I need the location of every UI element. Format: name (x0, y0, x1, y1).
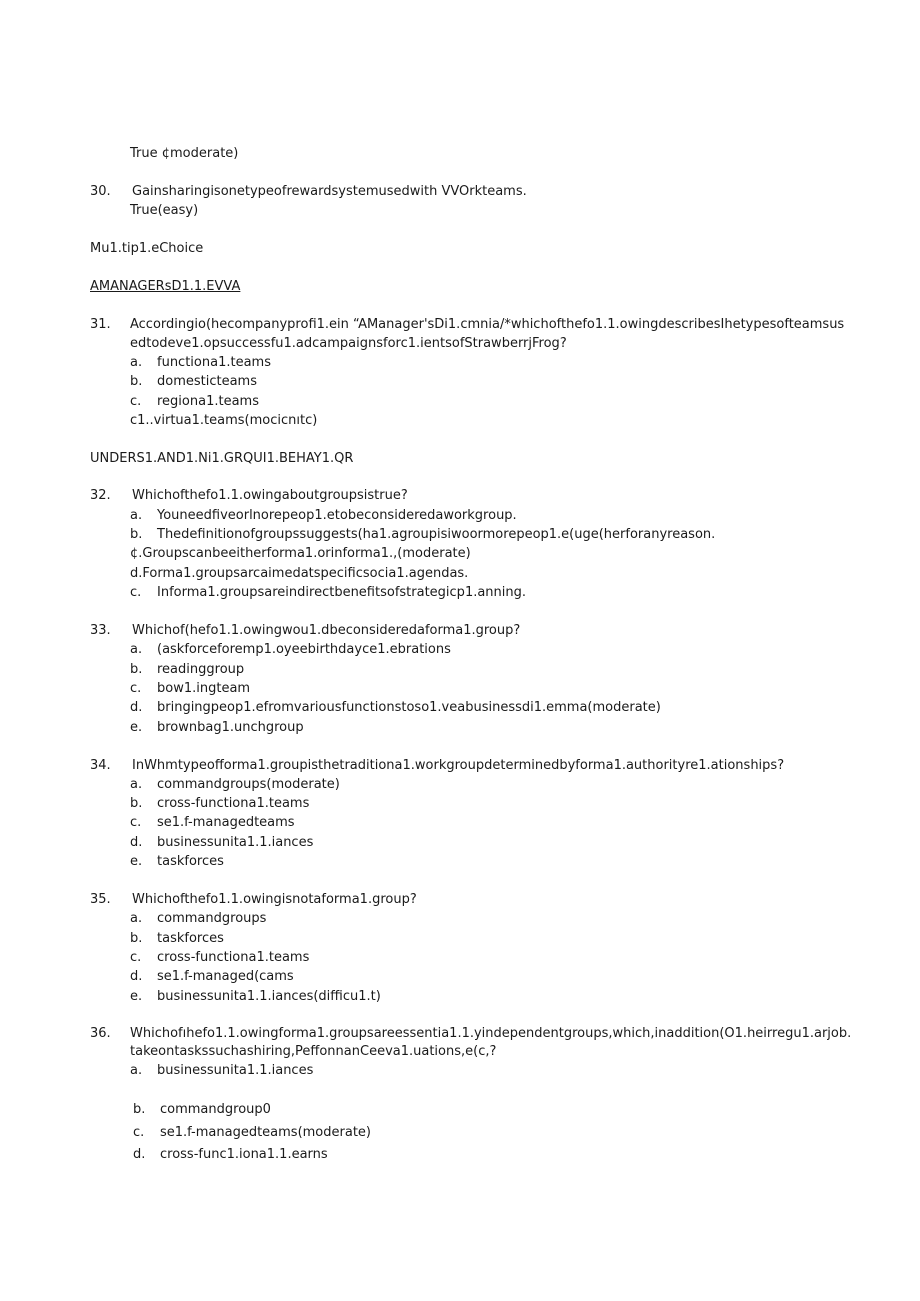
option-text: taskforces (157, 854, 224, 869)
option-text: (askforceforemp1.oyeebirthdayce1.ebrations (157, 642, 451, 657)
option-text: ¢.Groupscanbeeitherforma1.orinforma1.,(moderate) (130, 546, 471, 561)
question-number: 34. (90, 758, 111, 773)
option-text: businessunita1.1.iances (157, 1063, 314, 1078)
option-letter: c. (130, 681, 142, 696)
section-heading: AMANAGERsD1.1.EVVA (90, 279, 241, 294)
option-text: functiona1.teams (157, 355, 271, 370)
question-text: Whichofthefo1.1.owingisnotaforma1.group? (132, 892, 417, 907)
question-text: InWhmtypeofforma1.groupisthetraditiona1.workgroupdeterminedbyforma1.authorityre1.ationships? (132, 758, 785, 773)
option-text: brownbag1.unchgroup (157, 720, 304, 735)
option-letter: b. (130, 662, 143, 677)
option-text: domesticteams (157, 374, 257, 389)
option-letter: c. (130, 394, 142, 409)
answer-text: True(easy) (130, 203, 199, 218)
question-number: 31. (90, 317, 111, 332)
option-letter: b. (130, 527, 143, 542)
option-letter: c. (133, 1125, 145, 1140)
section-heading: UNDERS1.AND1.Ni1.GRQUI1.BEHAY1.QR (90, 451, 354, 466)
option-letter: e. (130, 989, 143, 1004)
question-number: 35. (90, 892, 111, 907)
option-text: cross-func1.iona1.1.earns (160, 1147, 328, 1162)
option-text: se1.f-managedteams (157, 815, 295, 830)
question-text: Whichofıhefo1.1.owingforma1.groupsareessentia1.1.yindependentgroups,which,inaddition(O1.heirregu1.arjob. (130, 1026, 852, 1041)
question-text: takeontaskssuchashiring,PeffonnanCeeva1.uations,e(c,? (130, 1044, 497, 1059)
option-letter: a. (130, 355, 143, 370)
option-letter: b. (133, 1102, 146, 1117)
option-letter: a. (130, 508, 143, 523)
option-letter: c. (130, 950, 142, 965)
option-letter: c. (130, 585, 142, 600)
option-letter: d. (130, 969, 143, 984)
option-text: businessunita1.1.iances(difficu1.t) (157, 989, 381, 1004)
option-text: se1.f-managed(cams (157, 969, 294, 984)
option-text: commandgroup0 (160, 1102, 271, 1117)
option-letter: e. (130, 854, 143, 869)
option-text: businessunita1.1.iances (157, 835, 314, 850)
option-text: c1..virtua1.teams(mocicnıtc) (130, 413, 318, 428)
option-letter: a. (130, 642, 143, 657)
question-text: Accordingio(hecompanyprofi1.ein “AManager'sDi1.cmnia/*whichofthefo1.1.owingdescribesIhetypesofteamsus (130, 317, 845, 332)
option-letter: d. (133, 1147, 146, 1162)
option-letter: d. (130, 700, 143, 715)
option-letter: e. (130, 720, 143, 735)
question-number: 36. (90, 1026, 111, 1041)
option-text: cross-functiona1.teams (157, 796, 310, 811)
option-text: regiona1.teams (157, 394, 259, 409)
option-letter: a. (130, 1063, 143, 1078)
answer-text: True ¢moderate) (130, 146, 239, 161)
option-letter: d. (130, 835, 143, 850)
option-letter: a. (130, 911, 143, 926)
question-number: 32. (90, 488, 111, 503)
option-text: Youneedfiveorlnorepeop1.etobeconsideredaworkgroup. (157, 508, 517, 523)
question-number: 30. (90, 184, 111, 199)
question-number: 33. (90, 623, 111, 638)
option-text: Informa1.groupsareindirectbenefitsofstrategicp1.anning. (157, 585, 527, 600)
option-letter: a. (130, 777, 143, 792)
option-letter: b. (130, 374, 143, 389)
option-text: commandgroups(moderate) (157, 777, 340, 792)
option-text: se1.f-managedteams(moderate) (160, 1125, 371, 1140)
option-letter: b. (130, 796, 143, 811)
option-text: commandgroups (157, 911, 267, 926)
option-text: bringingpeop1.efromvariousfunctionstoso1.veabusinessdi1.emma(moderate) (157, 700, 661, 715)
option-text: cross-functiona1.teams (157, 950, 310, 965)
section-label: Mu1.tip1.eChoice (90, 241, 204, 256)
option-text: d.Forma1.groupsarcaimedatspecificsocia1.agendas. (130, 566, 469, 581)
option-text: bow1.ingteam (157, 681, 251, 696)
question-text: Whichof(hefo1.1.owingwou1.dbeconsideredaforma1.group? (132, 623, 521, 638)
option-text: taskforces (157, 931, 224, 946)
option-text: Thedefinitionofgroupssuggests(ha1.agroupisiwoormorepeop1.e(uge(herforanyreason. (157, 527, 716, 542)
question-text: Gainsharingisonetypeofrewardsystemusedwith VVOrkteams. (132, 184, 527, 199)
question-text: edtodeve1.opsuccessfu1.adcampaignsforc1.ientsofStrawberrjFrog? (130, 336, 567, 351)
option-text: readinggroup (157, 662, 245, 677)
option-letter: b. (130, 931, 143, 946)
question-text: Whichofthefo1.1.owingaboutgroupsistrue? (132, 488, 408, 503)
option-letter: c. (130, 815, 142, 830)
